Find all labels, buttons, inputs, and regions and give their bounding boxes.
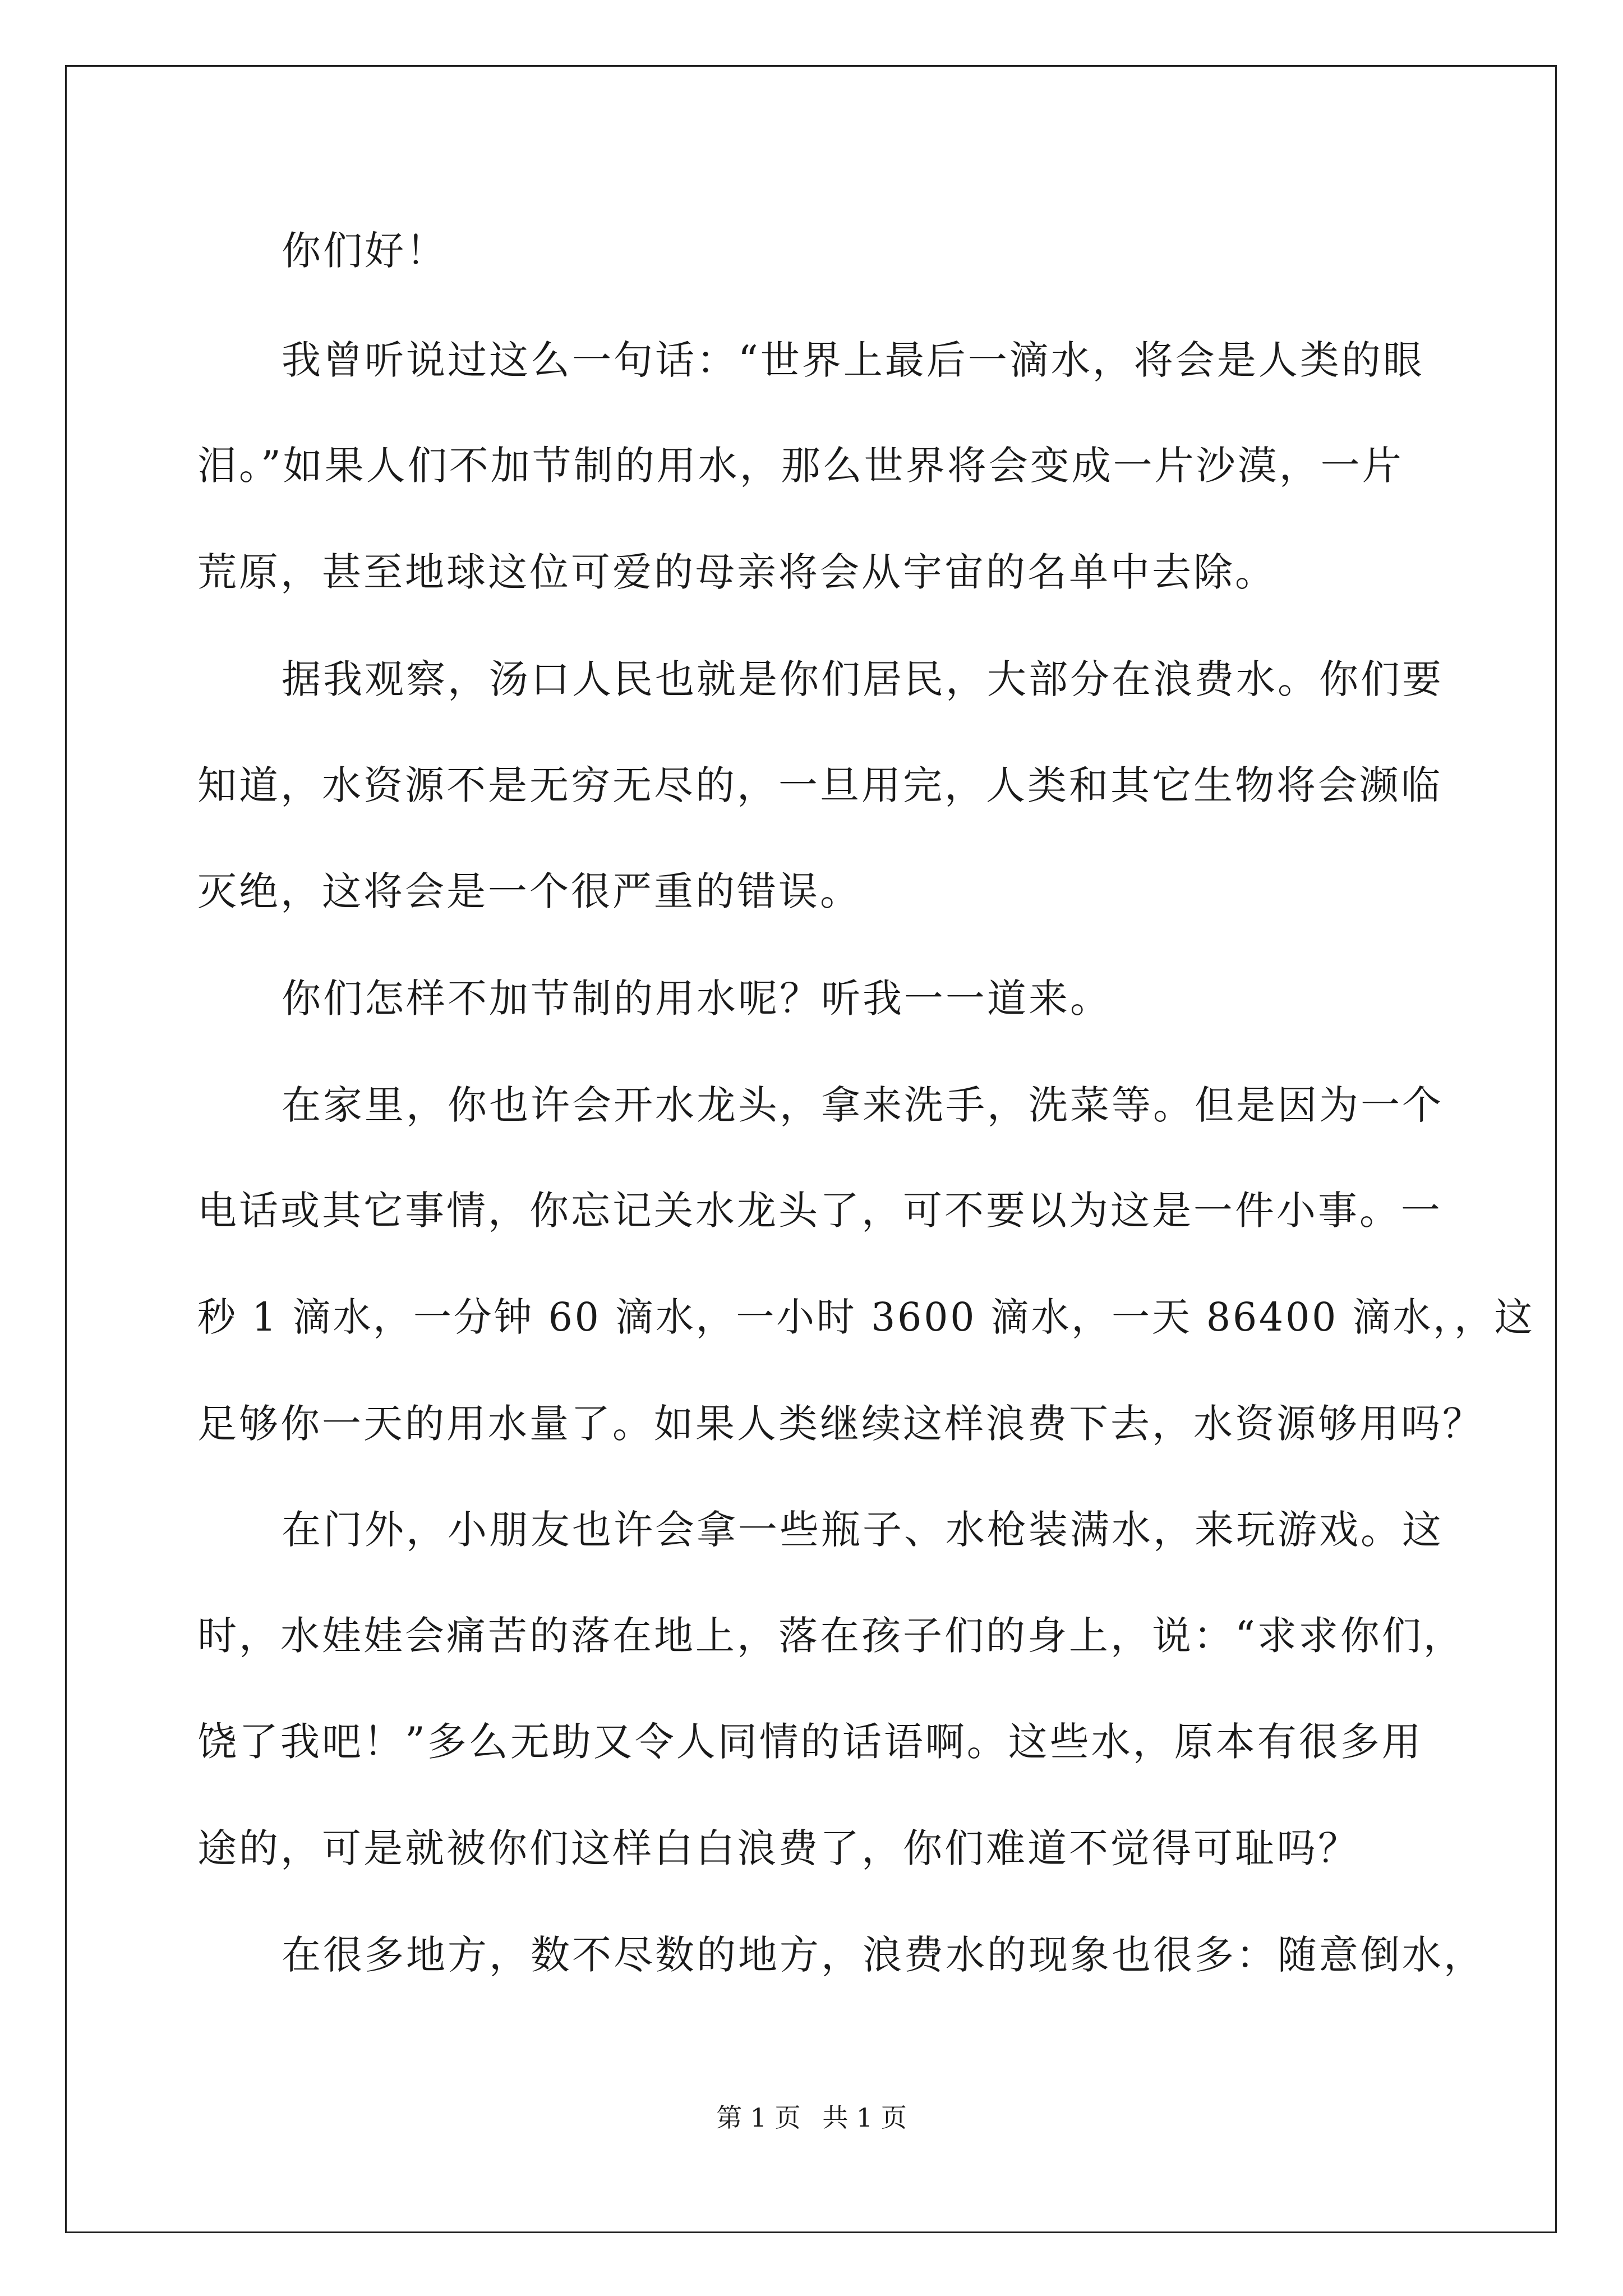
- page-number: 第 1 页: [716, 2102, 801, 2133]
- text-line: 在家里，你也许会开水龙头，拿来洗手，洗菜等。但是因为一个: [282, 1082, 1444, 1128]
- page-border: [65, 65, 1557, 2233]
- text-line: 时，水娃娃会痛苦的落在地上，落在孩子们的身上，说：“求求你们，: [197, 1613, 1465, 1659]
- text-line: 电话或其它事情，你忘记关水龙头了，可不要以为这是一件小事。一: [197, 1188, 1442, 1234]
- text-line: 你们好！: [282, 228, 448, 274]
- page-footer: [0, 2101, 1623, 2134]
- text-line: 知道，水资源不是无穷无尽的，一旦用完，人类和其它生物将会濒临: [197, 762, 1442, 808]
- text-line: 在门外，小朋友也许会拿一些瓶子、水枪装满水，来玩游戏。这: [282, 1507, 1444, 1553]
- text-line: 饶了我吧！”多么无助又令人同情的话语啊。这些水，原本有很多用: [197, 1719, 1423, 1765]
- text-line: 秒 1 滴水，一分钟 60 滴水，一小时 3600 滴水，一天 86400 滴水，，这: [197, 1294, 1535, 1340]
- text-line: 泪。”如果人们不加节制的用水，那么世界将会变成一片沙漠，一片: [197, 443, 1404, 489]
- text-line: 据我观察，汤口人民也就是你们居民，大部分在浪费水。你们要: [282, 656, 1444, 702]
- text-line: 足够你一天的用水量了。如果人类继续这样浪费下去，水资源够用吗？: [197, 1401, 1484, 1447]
- page-total: 共 1 页: [822, 2102, 907, 2133]
- text-line: 荒原，甚至地球这位可爱的母亲将会从宇宙的名单中去除。: [197, 549, 1276, 595]
- text-line: 你们怎样不加节制的用水呢？听我一一道来。: [282, 976, 1112, 1022]
- text-line: 在很多地方，数不尽数的地方，浪费水的现象也很多：随意倒水，: [282, 1932, 1485, 1978]
- text-line: 灭绝，这将会是一个很严重的错误。: [197, 868, 861, 914]
- text-line: 我曾听说过这么一句话：“世界上最后一滴水，将会是人类的眼: [282, 337, 1424, 383]
- text-line: 途的，可是就被你们这样白白浪费了，你们难道不觉得可耻吗？: [197, 1825, 1359, 1871]
